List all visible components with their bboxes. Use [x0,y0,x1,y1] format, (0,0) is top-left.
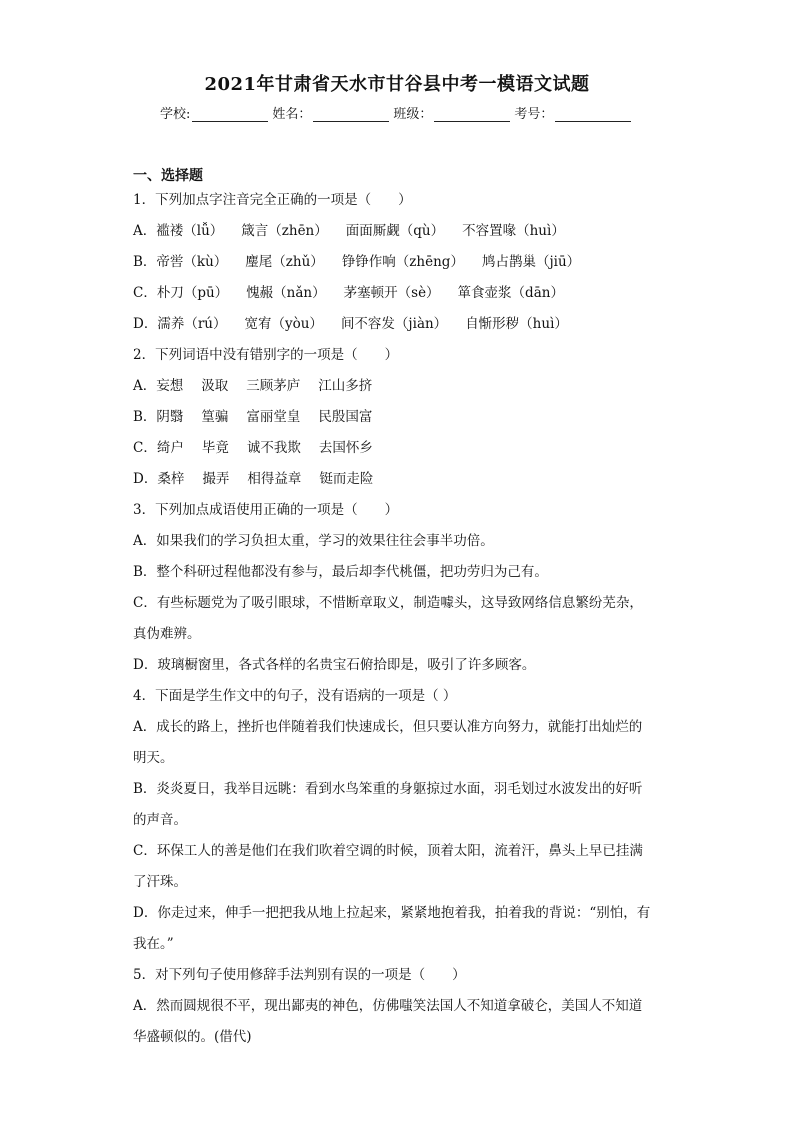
exam-number-field [514,103,631,122]
question-4-line: C．环保工人的善是他们在我们吹着空调的时候，顶着太阳，流着汗，鼻头上早已挂满 [133,843,643,859]
section-heading: 一、选择题 [133,168,203,184]
questions-body [133,185,673,1053]
name-field [272,103,389,122]
question-4-line: A．成长的路上，挫折也伴随着我们快速成长，但只要认准方向努力，就能打出灿烂的 [133,719,643,735]
question-5-line: A．然而圆规很不平，现出鄙夷的神色，仿佛嗤笑法国人不知道拿破仑，美国人不知道 [133,998,643,1014]
name-blank [313,107,389,122]
question-4-stem: 4．下面是学生作文中的句子，没有语病的一项是（ ） [133,688,457,704]
question-3-line: D．玻璃橱窗里，各式各样的名贵宝石俯拾即是，吸引了许多顾客。 [133,657,536,673]
question-4-line: 的声音。 [133,812,187,828]
exam-number-blank [555,107,631,122]
question-4-line: 明天。 [133,750,174,766]
question-3-line: C．有些标题党为了吸引眼球，不惜断章取义，制造噱头，这导致网络信息繁纷芜杂， [133,595,643,611]
question-2-option-a: A．妄想 汲取 三顾茅庐 江山多挤 [133,378,373,394]
exam-title: 2021年甘肃省天水市甘谷县中考一模语文试题 [204,74,590,95]
question-5-stem: 5．对下列句子使用修辞手法判别有误的一项是（ ） [133,967,466,983]
student-info-row [160,103,635,122]
question-2-stem: 2．下列词语中没有错别字的一项是（ ） [133,347,399,363]
exam-number-label: 考号： [514,107,554,122]
question-1-stem: 1．下列加点字注音完全正确的一项是（ ） [133,192,412,208]
school-label: 学校: [160,107,191,122]
question-4-line: D．你走过来，伸手一把把我从地上拉起来，紧紧地抱着我，拍着我的背说：“别怕，有 [133,905,651,921]
school-blank [192,107,268,122]
question-2-option-b: B．阴翳 篁骗 富丽堂皇 民殷国富 [133,409,373,425]
question-3-stem: 3．下列加点成语使用正确的一项是（ ） [133,502,399,518]
question-3-line: B．整个科研过程他都没有参与，最后却李代桃僵，把功劳归为己有。 [133,564,548,580]
question-2-option-d: D．桑梓 撮弄 相得益章 铤而走险 [133,471,374,487]
question-1-option-a: A．褴褛（lǚ） 箴言（zhēn） 面面厮觑（qù） 不容置喙（huì） [133,223,565,239]
name-label: 姓名： [272,107,312,122]
question-4-line: B．炎炎夏日，我举目远眺：看到水鸟笨重的身躯掠过水面，羽毛划过水波发出的好听 [133,781,643,797]
class-field [393,103,510,122]
class-label: 班级： [393,107,433,122]
question-5-line: 华盛顿似的。(借代) [133,1029,252,1045]
question-1-option-d: D．濡养（rú） 宽宥（yòu） 间不容发（jiàn） 自惭形秽（huì） [133,316,568,332]
question-3-line: 真伪难辨。 [133,626,201,642]
question-1-option-b: B．帝喾（kù） 麈尾（zhǔ） 铮铮作响（zhēng） 鸠占鹊巢（jiū） [133,254,581,270]
school-field [160,103,268,122]
question-3-line: A．如果我们的学习负担太重，学习的效果往往会事半功倍。 [133,533,494,549]
question-1-option-c: C．朴刀（pū） 愧赧（nǎn） 茅塞顿开（sè） 箪食壶浆（dān） [133,285,564,301]
class-blank [434,107,510,122]
question-4-line: 了汗珠。 [133,874,187,890]
question-2-option-c: C．绮户 毕竟 诚不我欺 去国怀乡 [133,440,373,456]
question-4-line: 我在。” [133,936,174,952]
